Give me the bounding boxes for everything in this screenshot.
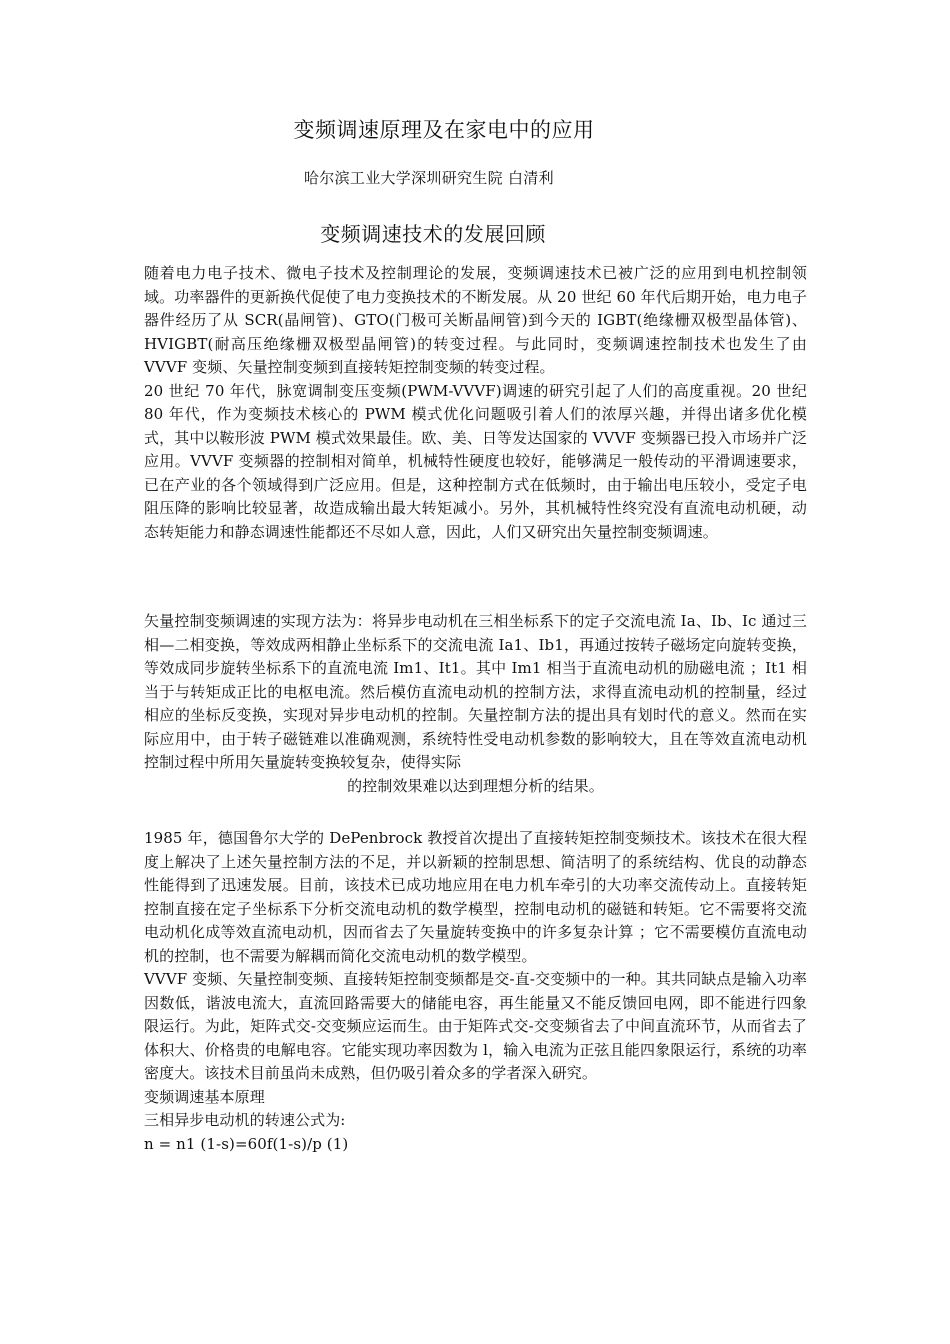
paragraph-vector-control-end: 的控制效果难以达到理想分析的结果。: [347, 776, 604, 795]
document-title: 变频调速原理及在家电中的应用: [293, 118, 595, 142]
body-block-2: [144, 610, 807, 798]
paragraph-matrix-converter: VVVF 变频、矢量控制变频、直接转矩控制变频都是交-直-交变频中的一种。其共同缺点是输入功率因数低，谐波电流大，直流回路需要大的储能电容，再生能量又不能反馈回电网，即不能进行四象限运行。为此，矩阵式交-交变频应运而生。由于矩阵式交-交变频省去了中间直流环节，从而省去了体积大、价格贵的电解电容。它能实现功率因数为 l，输入电流为正弦且能四象限运行，系统的功率密度大。该技术目前虽尚未成熟，但仍吸引着众多的学者深入研究。: [144, 970, 807, 1082]
paragraph-development-history: 随着电力电子技术、微电子技术及控制理论的发展，变频调速技术已被广泛的应用到电机控制领域。功率器件的更新换代促使了电力变换技术的不断发展。从 20 世纪 60 年代后期开始，电力电子器件经历了从 SCR(晶闸管)、GTO(门极可关断晶闸管)到今天的 IGBT(绝缘栅双极型晶体管)、HVIGBT(耐高压绝缘栅双极型晶闸管)的转变过程。与此同时，变频调速控制技术也发生了由 VVVF 变频、矢量控制变频到直接转矩控制变频的转变过程。: [144, 264, 807, 376]
author-line: 哈尔滨工业大学深圳研究生院 白清利: [304, 169, 554, 187]
formula-intro: 三相异步电动机的转速公式为:: [144, 1111, 346, 1129]
paragraph-vector-control: 矢量控制变频调速的实现方法为：将异步电动机在三相坐标系下的定子交流电流 Ia、Ib、Ic 通过三相—二相变换，等效成两相静止坐标系下的交流电流 Ia1、Ib1，再通过按转子磁场定向旋转变换，等效成同步旋转坐标系下的直流电流 Im1、It1。其中 Im1 相当于直流电动机的励磁电流 ；It1 相当于与转矩成正比的电枢电流。然后模仿直流电动机的控制方法，求得直流电动机的控制量，经过相应的坐标反变换，实现对异步电动机的控制。矢量控制方法的提出具有划时代的意义。然而在实际应用中，由于转子磁链难以准确观测，系统特性受电动机参数的影响较大，且在等效直流电动机控制过程中所用矢量旋转变换较复杂，使得实际: [144, 612, 807, 771]
subheading-basic-principle: 变频调速基本原理: [144, 1087, 265, 1106]
paragraph-pwm-vvvf: 20 世纪 70 年代，脉宽调制变压变频(PWM-VVVF)调速的研究引起了人们的高度重视。20 世纪 80 年代，作为变频技术核心的 PWM 模式优化问题吸引着人们的浓厚兴趣，并得出诸多优化模式，其中以鞍形波 PWM 模式效果最佳。欧、美、日等发达国家的 VVVF 变频器已投入市场并广泛应用。VVVF 变频器的控制相对简单，机械特性硬度也较好，能够满足一般传动的平滑调速要求，已在产业的各个领域得到广泛应用。但是，这种控制方式在低频时，由于输出电压较小，受定子电阻压降的影响比较显著，故造成输出最大转矩减小。另外，其机械特性终究没有直流电动机硬，动态转矩能力和静态调速性能都还不尽如人意，因此，人们又研究出矢量控制变频调速。: [144, 381, 807, 541]
body-block-3: [144, 827, 807, 1156]
section-heading: 变频调速技术的发展回顾: [320, 222, 546, 246]
paragraph-direct-torque-control: 1985 年，德国鲁尔大学的 DePenbrock 教授首次提出了直接转矩控制变频技术。该技术在很大程度上解决了上述矢量控制方法的不足，并以新颖的控制思想、简洁明了的系统结构、优良的动静态性能得到了迅速发展。目前，该技术已成功地应用在电力机车牵引的大功率交流传动上。直接转矩控制直接在定子坐标系下分析交流电动机的数学模型，控制电动机的磁链和转矩。它不需要将交流电动机化成等效直流电动机，因而省去了矢量旋转变换中的许多复杂计算 ；它不需要模仿直流电动机的控制，也不需要为解耦而简化交流电动机的数学模型。: [144, 829, 807, 965]
speed-formula: n = n1 (1-s)=60f(1-s)/p (1): [144, 1134, 349, 1153]
body-block-1: [144, 262, 807, 544]
